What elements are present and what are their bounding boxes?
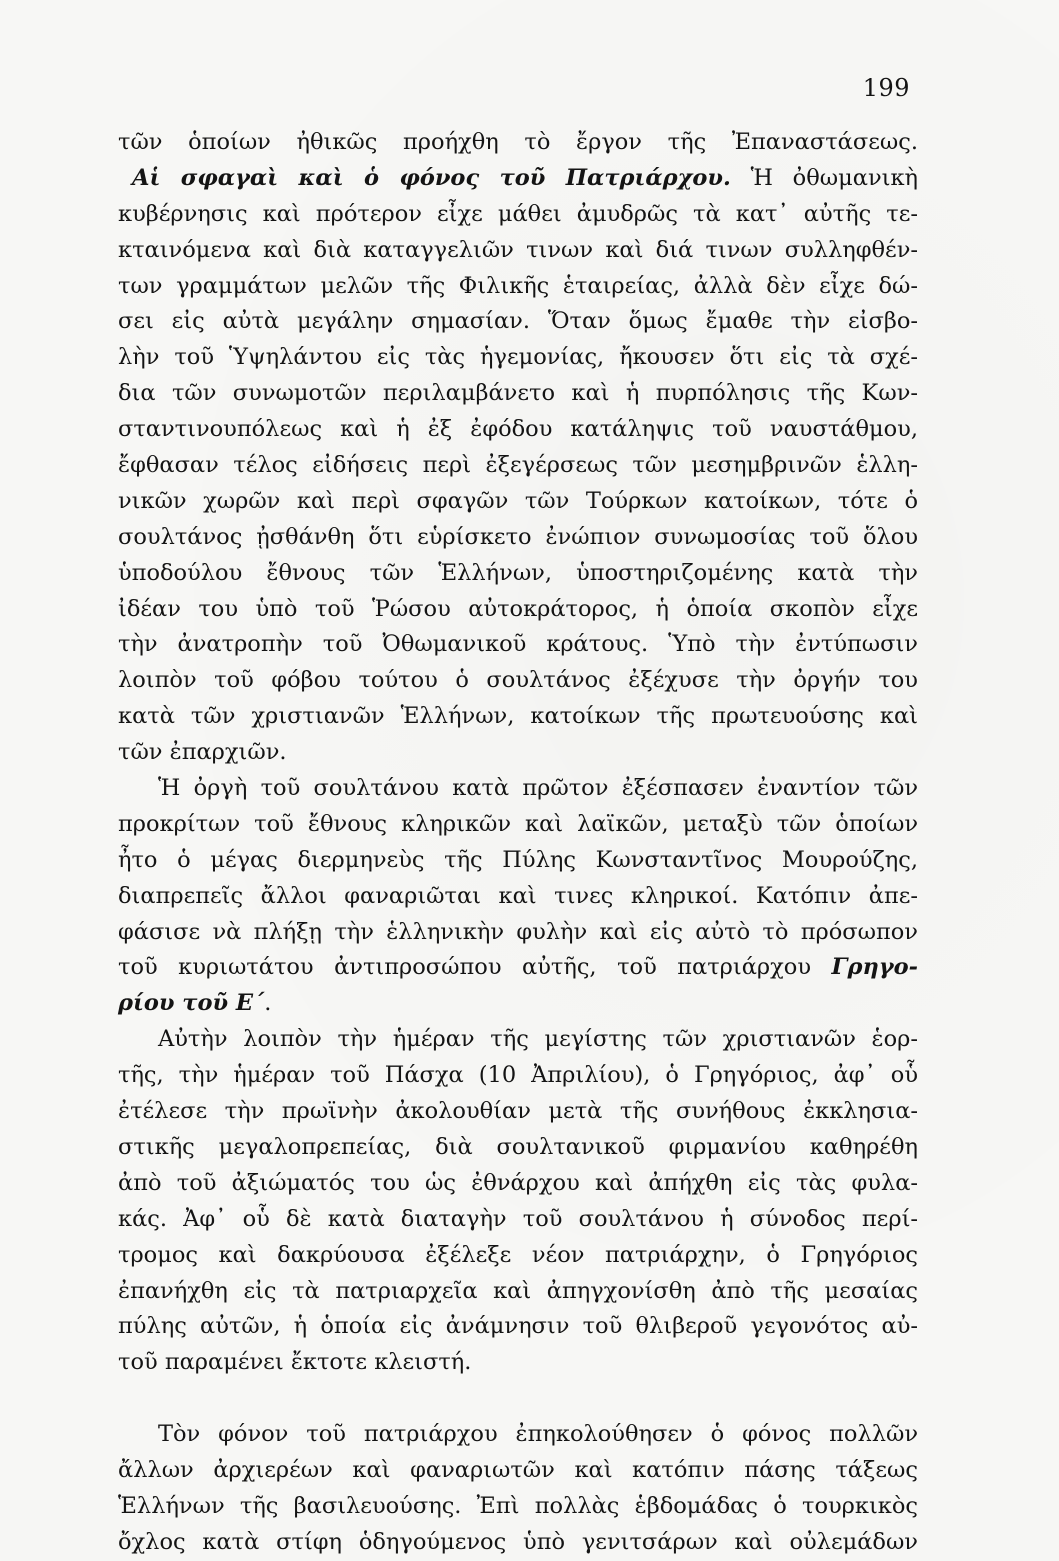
text-line: Ἑλλήνων τῆς βασιλευούσης. Ἐπὶ πολλὰς ἑβδομάδας ὁ τουρκικὸς: [118, 1492, 918, 1519]
text-line: σταντινουπόλεως καὶ ἡ ἐξ ἐφόδου κατάληψις τοῦ ναυστάθμου,: [118, 416, 918, 443]
page-number: 199: [862, 74, 910, 102]
blank-line: [118, 1381, 918, 1417]
text-line: ἰδέαν του ὑπὸ τοῦ Ῥώσου αὐτοκράτορος, ἡ ὁποία σκοπὸν εἶχε: [118, 595, 918, 622]
paragraph-start-line: Ἡ ὀργὴ τοῦ σουλτάνου κατὰ πρῶτον ἐξέσπασεν ἐναντίον τῶν: [158, 775, 918, 802]
paragraph-start-line: Τὸν φόνον τοῦ πατριάρχου ἐπηκολούθησεν ὁ φόνος πολλῶν: [158, 1421, 918, 1448]
text-line: κατὰ τῶν χριστιανῶν Ἑλλήνων, κατοίκων τῆς πρωτευούσης καὶ: [118, 703, 918, 730]
text-line: ρίου τοῦ Ε΄.: [118, 990, 272, 1017]
text-line: ἐπανήχθη εἰς τὰ πατριαρχεῖα καὶ ἀπηγχονίσθη ἀπὸ τῆς μεσαίας: [118, 1277, 918, 1304]
text-line: λὴν τοῦ Ὑψηλάντου εἰς τὰς ἡγεμονίας, ἤκουσεν ὅτι εἰς τὰ σχέ-: [118, 344, 918, 371]
text-line: προκρίτων τοῦ ἔθνους κληρικῶν καὶ λαϊκῶν, μεταξὺ τῶν ὁποίων: [118, 810, 918, 837]
text-line: ἀπὸ τοῦ ἀξιώματός του ὡς ἐθνάρχου καὶ ἀπήχθη εἰς τὰς φυλα-: [118, 1169, 918, 1196]
text-line: νικῶν χωρῶν καὶ περὶ σφαγῶν τῶν Τούρκων κατοίκων, τότε ὁ: [118, 487, 918, 514]
text-line: φάσισε νὰ πλήξῃ τὴν ἑλληνικὴν φυλὴν καὶ εἰς αὐτὸ τὸ πρόσωπον: [118, 918, 918, 945]
text-line: κάς. Ἀφ᾽ οὗ δὲ κατὰ διαταγὴν τοῦ σουλτάνου ἡ σύνοδος περί-: [118, 1205, 918, 1232]
text-line: πύλης αὐτῶν, ἡ ὁποία εἰς ἀνάμνησιν τοῦ θλιβεροῦ γεγονότος αὐ-: [118, 1313, 918, 1340]
text-line: δια τῶν συνωμοτῶν περιλαμβάνετο καὶ ἡ πυρπόλησις τῆς Κων-: [118, 380, 918, 407]
section-heading: Αἱ σφαγαὶ καὶ ὁ φόνος τοῦ Πατριάρχου.: [132, 164, 731, 191]
text-line: ἦτο ὁ μέγας διερμηνεὺς τῆς Πύλης Κωνσταντῖνος Μουρούζης,: [118, 846, 918, 873]
text-line: ἔφθασαν τέλος εἰδήσεις περὶ ἐξεγέρσεως τῶν μεσημβρινῶν ἑλλη-: [118, 452, 918, 479]
emphasized-name: Γρηγο-: [831, 954, 918, 981]
text-line: ὑποδούλου ἔθνους τῶν Ἑλλήνων, ὑποστηριζομένης κατὰ τὴν: [118, 559, 918, 586]
text-line: των γραμμάτων μελῶν τῆς Φιλικῆς ἑταιρείας, ἀλλὰ δὲν εἶχε δώ-: [118, 272, 918, 299]
section-heading-line: Αἱ σφαγαὶ καὶ ὁ φόνος τοῦ Πατριάρχου. Ἡ ὀθωμανικὴ: [132, 164, 918, 191]
text-line: τῶν ἐπαρχιῶν.: [118, 739, 287, 766]
text-line: στικῆς μεγαλοπρεπείας, διὰ σουλτανικοῦ φιρμανίου καθηρέθη: [118, 1133, 918, 1160]
body-text: [118, 125, 918, 1561]
emphasized-name: ρίου τοῦ Ε΄: [118, 990, 265, 1017]
text-line: διαπρεπεῖς ἄλλοι φαναριῶται καὶ τινες κληρικοί. Κατόπιν ἀπε-: [118, 882, 918, 909]
text-line: τρομος καὶ δακρύουσα ἐξέλεξε νέον πατριάρχην, ὁ Γρηγόριος: [118, 1241, 918, 1268]
text-line: τοῦ παραμένει ἔκτοτε κλειστή.: [118, 1349, 472, 1376]
text-line: ἐτέλεσε τὴν πρωϊνὴν ἀκολουθίαν μετὰ τῆς συνήθους ἐκκλησια-: [118, 1098, 918, 1125]
text-line: τὴν ἀνατροπὴν τοῦ Ὀθωμανικοῦ κράτους. Ὑπὸ τὴν ἐντύπωσιν: [118, 631, 918, 658]
text-line: τῆς, τὴν ἡμέραν τοῦ Πάσχα (10 Ἀπριλίου), ὁ Γρηγόριος, ἀφ᾽ οὗ: [118, 1062, 918, 1089]
text-line: τοῦ κυριωτάτου ἀντιπροσώπου αὐτῆς, τοῦ πατριάρχου Γρηγο-: [118, 954, 918, 981]
text-line: κυβέρνησις καὶ πρότερον εἶχε μάθει ἀμυδρῶς τὰ κατ᾽ αὐτῆς τε-: [118, 200, 918, 227]
text-line: ὄχλος κατὰ στίφη ὁδηγούμενος ὑπὸ γενιτσάρων καὶ οὐλεμάδων: [118, 1528, 918, 1555]
text-line: ἄλλων ἀρχιερέων καὶ φαναριωτῶν καὶ κατόπιν πάσης τάξεως: [118, 1456, 918, 1483]
text-line: κταινόμενα καὶ διὰ καταγγελιῶν τινων καὶ διά τινων συλληφθέν-: [118, 236, 918, 263]
paragraph-start-line: Αὐτὴν λοιπὸν τὴν ἡμέραν τῆς μεγίστης τῶν χριστιανῶν ἑορ-: [158, 1026, 918, 1053]
text-line: λοιπὸν τοῦ φόβου τούτου ὁ σουλτάνος ἐξέχυσε τὴν ὀργήν του: [118, 667, 918, 694]
text-line: σουλτάνος ᾐσθάνθη ὅτι εὑρίσκετο ἐνώπιον συνωμοσίας τοῦ ὅλου: [118, 523, 918, 550]
text-line: τῶν ὁποίων ἠθικῶς προήχθη τὸ ἔργον τῆς Ἐπαναστάσεως.: [118, 129, 918, 155]
text-line: σει εἰς αὐτὰ μεγάλην σημασίαν. Ὅταν ὅμως ἔμαθε τὴν εἰσβο-: [118, 308, 918, 335]
